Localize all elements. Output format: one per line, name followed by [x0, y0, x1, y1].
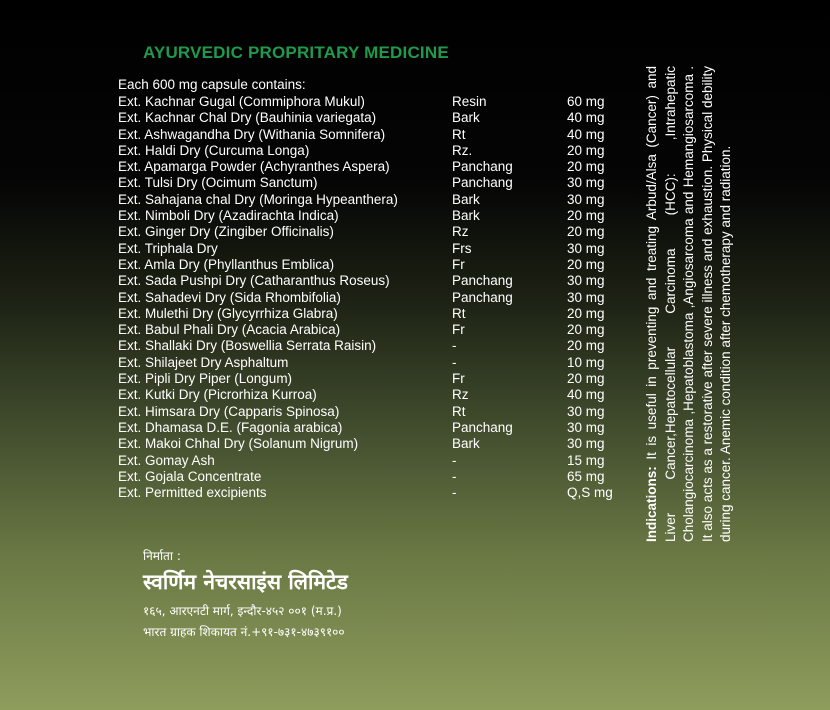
ingredient-row: [118, 143, 628, 159]
ingredient-row: [118, 273, 628, 289]
ingredient-part: Bark: [452, 191, 480, 207]
ingredient-qty: 60 mg: [567, 94, 605, 109]
ingredient-qty: 30 mg: [567, 289, 605, 305]
ingredient-part: Resin: [452, 94, 487, 109]
ingredient-name: Ext. Sada Pushpi Dry (Catharanthus Roseus): [118, 273, 390, 289]
ingredient-part: Rt: [452, 305, 466, 321]
ingredient-qty: 30 mg: [567, 403, 605, 419]
ingredient-part: Panchang: [452, 419, 513, 435]
ingredient-qty: 40 mg: [567, 110, 605, 126]
indications-text: [643, 66, 819, 542]
manufacturer-address: १६५, आरएनटी मार्ग, इन्दौर-४५२ ००१ (म.प्र.): [143, 604, 342, 618]
ingredient-row: [118, 322, 628, 338]
ingredient-part: Bark: [452, 436, 480, 452]
ingredient-qty: Q,S mg: [567, 485, 613, 501]
ingredient-part: -: [452, 354, 457, 370]
ingredient-qty: 65 mg: [567, 468, 605, 484]
ingredient-part: -: [452, 485, 457, 501]
ingredient-row: [118, 338, 628, 354]
ingredient-part: -: [452, 452, 457, 468]
ingredient-qty: 30 mg: [567, 419, 605, 435]
ingredient-part: Rz.: [452, 142, 473, 158]
ingredient-qty: 30 mg: [567, 273, 605, 289]
ingredient-part: Rt: [452, 403, 466, 419]
capsule-intro: Each 600 mg capsule contains:: [118, 77, 306, 92]
ingredient-name: Ext. Shilajeet Dry Asphaltum: [118, 354, 289, 370]
indications-body: It is useful in preventing and treating Arbud/Alsa (Cancer) and Liver Cancer,Hepatocellular Carcinoma (HCC): ,Intrahepatic Cholangiocarcinoma ,Hepatoblastoma ,Angiosarcoma and Hemangiosarcoma . It also acts as a restorative after severe illness and exhaustion. Physical debility during cancer. Anemic condition after chemotherapy and radiation.: [644, 66, 733, 542]
ingredient-name: Ext. Tulsi Dry (Ocimum Sanctum): [118, 175, 318, 191]
ingredient-part: Panchang: [452, 175, 513, 191]
product-heading: AYURVEDIC PROPRITARY MEDICINE: [143, 43, 449, 62]
ingredient-part: -: [452, 338, 457, 354]
manufacturer-complaint: भारत ग्राहक शिकायत नं.+९१-७३१-४७३९१००: [143, 625, 345, 639]
ingredient-row: [118, 420, 628, 436]
ingredient-row: [118, 387, 628, 403]
ingredient-name: Ext. Ashwagandha Dry (Withania Somnifera): [118, 126, 386, 142]
ingredient-qty: 15 mg: [567, 452, 605, 468]
ingredient-name: Ext. Gojala Concentrate: [118, 468, 262, 484]
ingredient-qty: 20 mg: [567, 338, 605, 354]
ingredient-row: [118, 355, 628, 371]
ingredient-name: Ext. Nimboli Dry (Azadirachta Indica): [118, 208, 339, 224]
ingredient-part: Bark: [452, 208, 480, 224]
ingredient-part: Fr: [452, 256, 465, 272]
ingredient-name: Ext. Dhamasa D.E. (Fagonia arabica): [118, 419, 343, 435]
ingredient-qty: 30 mg: [567, 240, 605, 256]
ingredient-row: [118, 94, 628, 110]
ingredient-part: Rt: [452, 126, 466, 142]
ingredient-qty: 20 mg: [567, 256, 605, 272]
ingredient-qty: 20 mg: [567, 371, 605, 387]
ingredient-part: Fr: [452, 322, 465, 338]
ingredient-qty: 20 mg: [567, 159, 605, 175]
ingredient-row: [118, 404, 628, 420]
ingredient-part: Panchang: [452, 273, 513, 289]
ingredient-qty: 40 mg: [567, 126, 605, 142]
ingredient-part: Rz: [452, 224, 469, 240]
ingredient-name: Ext. Apamarga Powder (Achyranthes Aspera): [118, 159, 390, 175]
ingredient-row: [118, 208, 628, 224]
ingredient-name: Ext. Makoi Chhal Dry (Solanum Nigrum): [118, 436, 359, 452]
ingredient-row: [118, 436, 628, 452]
ingredient-part: Panchang: [452, 159, 513, 175]
ingredient-qty: 10 mg: [567, 354, 605, 370]
ingredient-name: Ext. Amla Dry (Phyllanthus Emblica): [118, 256, 335, 272]
ingredient-qty: 30 mg: [567, 436, 605, 452]
ingredient-name: Ext. Kachnar Gugal (Commiphora Mukul): [118, 94, 365, 109]
ingredient-part: Bark: [452, 110, 480, 126]
ingredient-row: [118, 306, 628, 322]
ingredient-part: Rz: [452, 387, 469, 403]
ingredient-part: -: [452, 468, 457, 484]
ingredient-name: Ext. Haldi Dry (Curcuma Longa): [118, 142, 310, 158]
ingredient-row: [118, 224, 628, 240]
ingredient-row: [118, 110, 628, 126]
ingredient-row: [118, 192, 628, 208]
ingredient-name: Ext. Himsara Dry (Capparis Spinosa): [118, 403, 340, 419]
ingredient-qty: 30 mg: [567, 175, 605, 191]
ingredient-row: [118, 159, 628, 175]
ingredient-name: Ext. Babul Phali Dry (Acacia Arabica): [118, 322, 341, 338]
ingredient-part: Panchang: [452, 289, 513, 305]
ingredient-row: [118, 175, 628, 191]
manufacturer-company: स्वर्णिम नेचरसाइंस लिमिटेड: [143, 570, 348, 594]
ingredient-name: Ext. Gomay Ash: [118, 452, 215, 468]
ingredient-name: Ext. Pipli Dry Piper (Longum): [118, 371, 293, 387]
ingredient-row: [118, 127, 628, 143]
ingredient-name: Ext. Shallaki Dry (Boswellia Serrata Raisin): [118, 338, 377, 354]
ingredient-row: [118, 290, 628, 306]
ingredient-row: [118, 371, 628, 387]
ingredient-part: Fr: [452, 371, 465, 387]
ingredient-row: [118, 241, 628, 257]
ingredient-part: Frs: [452, 240, 472, 256]
manufacturer-block: [143, 547, 348, 640]
ingredient-name: Ext. Kachnar Chal Dry (Bauhinia variegata): [118, 110, 377, 126]
ingredients-list: [118, 94, 628, 501]
ingredient-row: [118, 453, 628, 469]
ingredient-name: Ext. Ginger Dry (Zingiber Officinalis): [118, 224, 334, 240]
ingredient-qty: 20 mg: [567, 322, 605, 338]
ingredient-name: Ext. Sahajana chal Dry (Moringa Hypeanthera): [118, 191, 398, 207]
ingredient-qty: 20 mg: [567, 305, 605, 321]
ingredient-qty: 30 mg: [567, 191, 605, 207]
ingredient-qty: 40 mg: [567, 387, 605, 403]
ingredient-row: [118, 469, 628, 485]
manufacturer-label: निर्माता :: [143, 549, 181, 563]
ingredient-name: Ext. Kutki Dry (Picrorhiza Kurroa): [118, 387, 317, 403]
ingredient-qty: 20 mg: [567, 224, 605, 240]
ingredient-name: Ext. Sahadevi Dry (Sida Rhombifolia): [118, 289, 341, 305]
indications-label: Indications:: [644, 466, 659, 542]
ingredient-name: Ext. Triphala Dry: [118, 240, 218, 256]
ingredient-qty: 20 mg: [567, 208, 605, 224]
ingredient-name: Ext. Permitted excipients: [118, 485, 267, 501]
ingredient-name: Ext. Mulethi Dry (Glycyrrhiza Glabra): [118, 305, 338, 321]
ingredient-row: [118, 485, 628, 501]
ingredient-row: [118, 257, 628, 273]
ingredient-qty: 20 mg: [567, 142, 605, 158]
